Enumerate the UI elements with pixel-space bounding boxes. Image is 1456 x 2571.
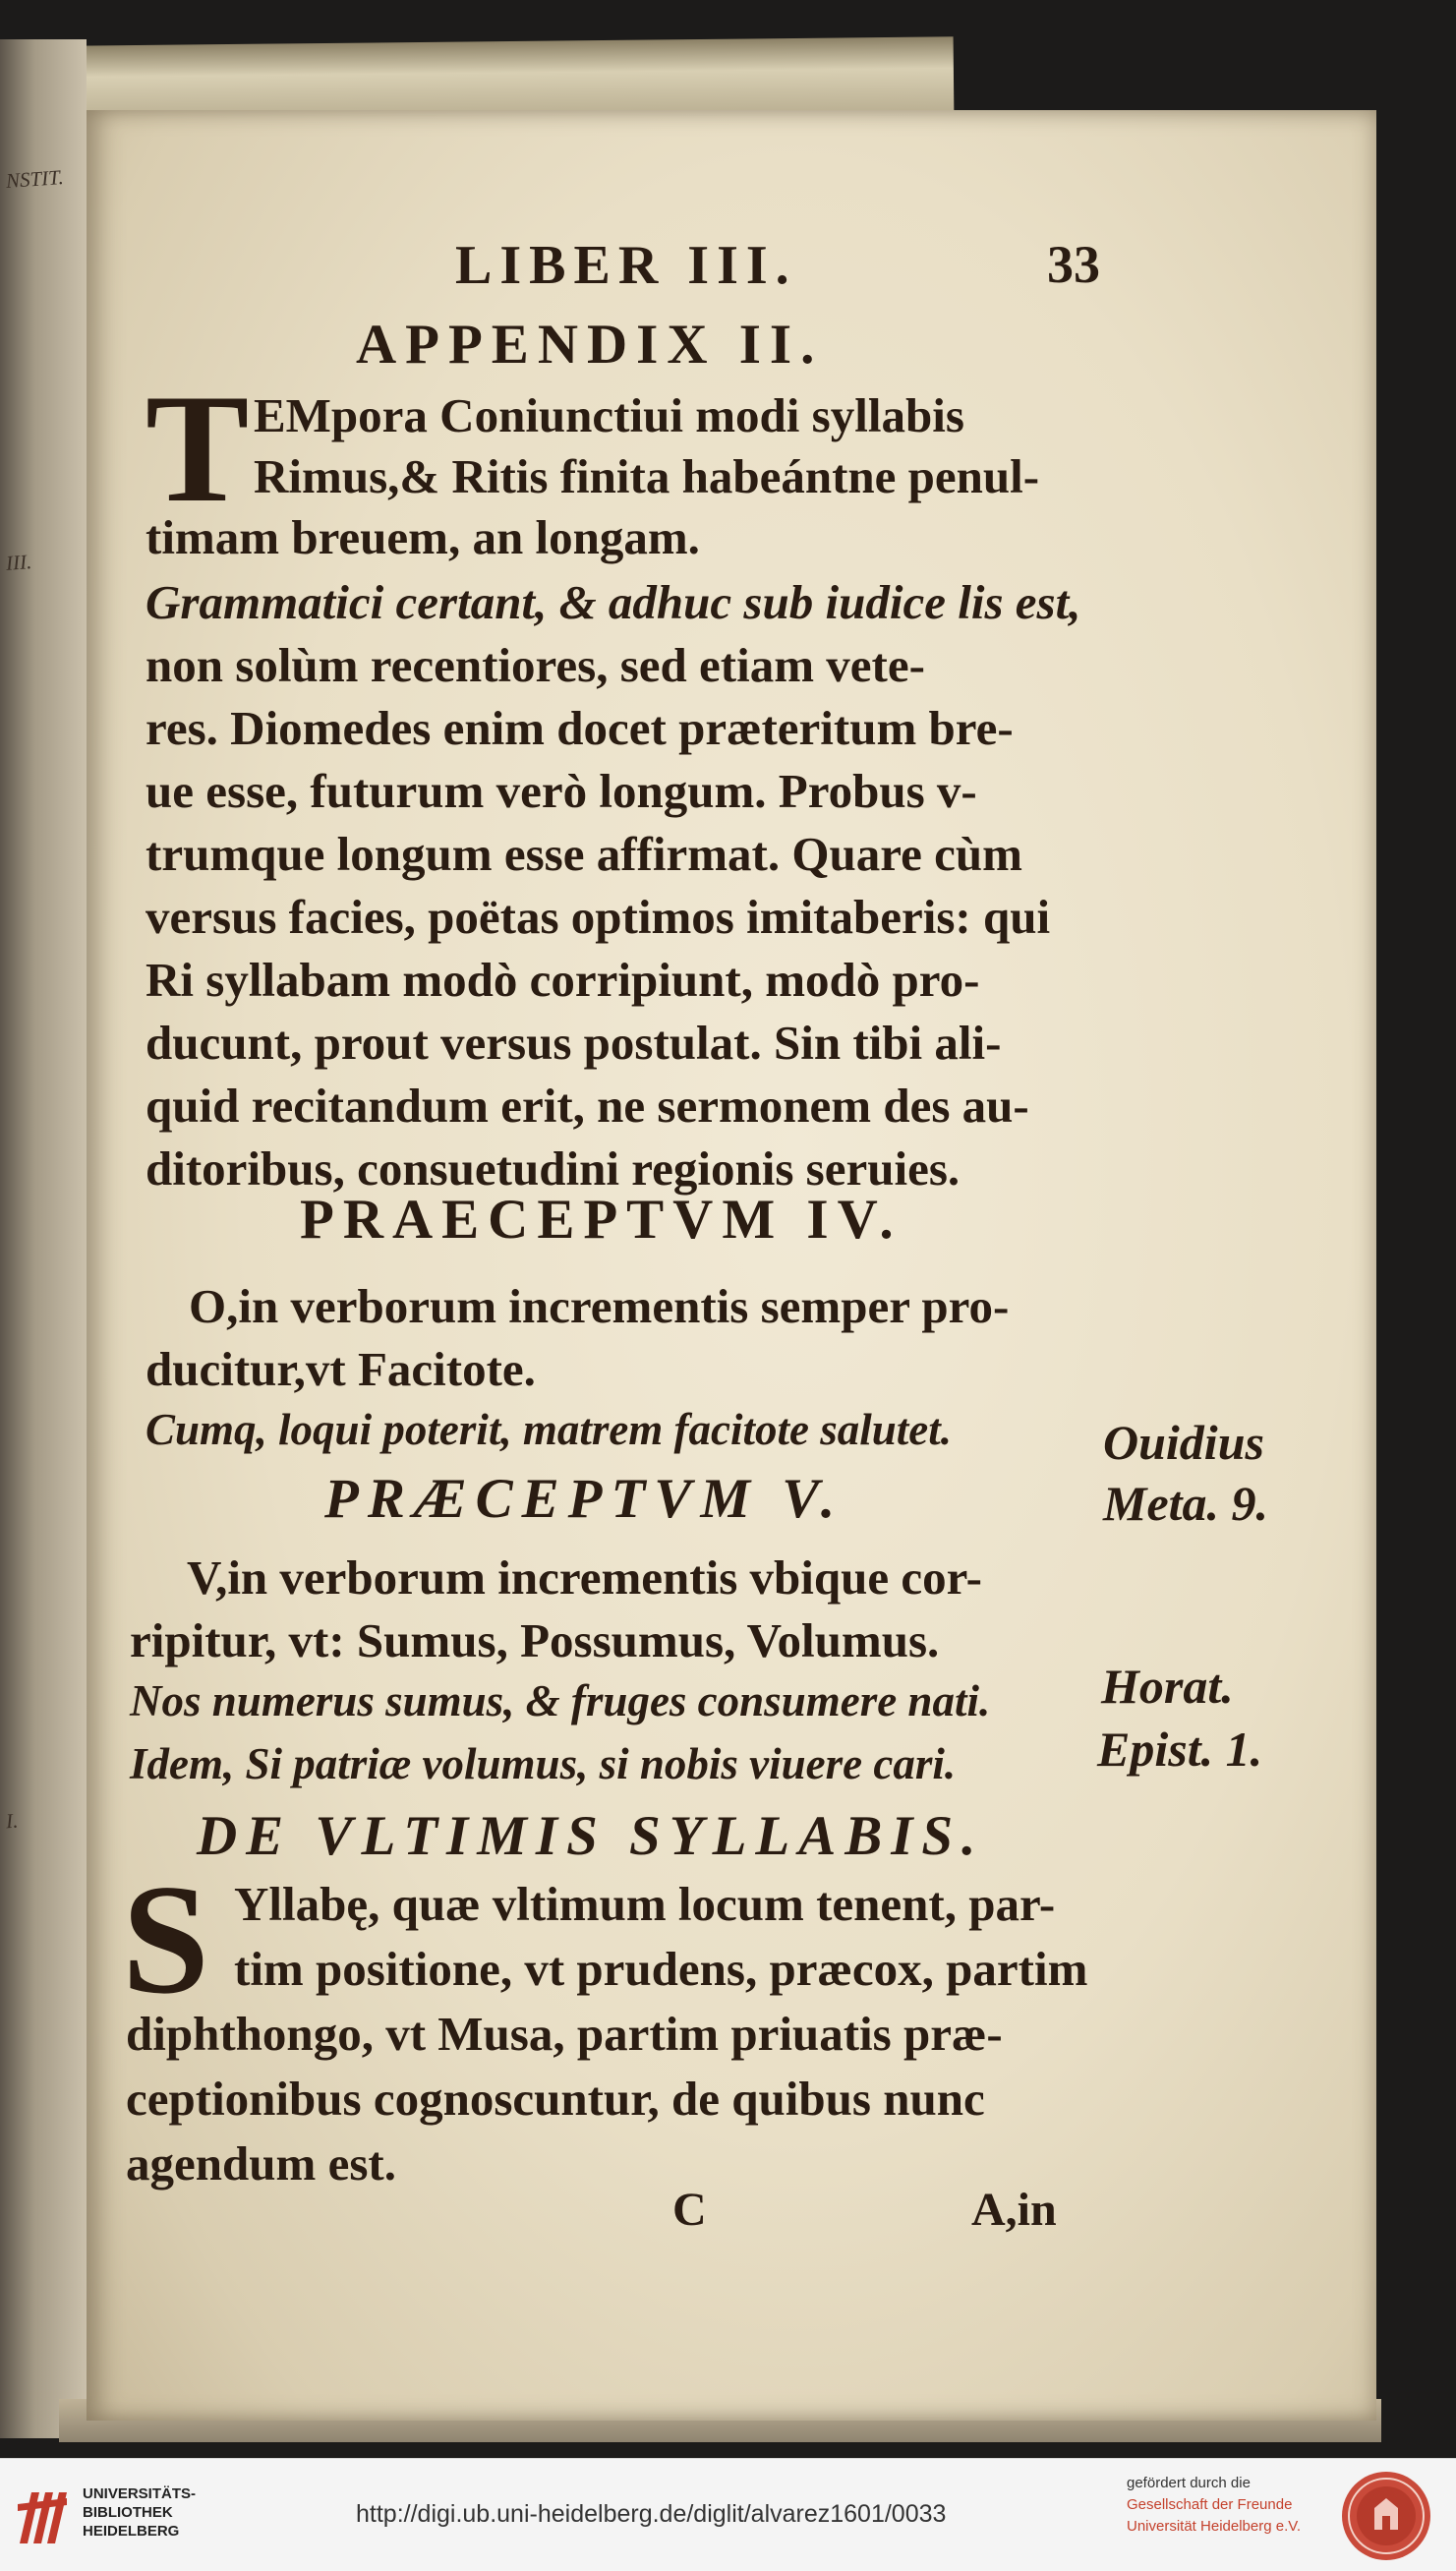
praeceptum-v-heading: PRÆCEPTVM V.	[324, 1468, 844, 1530]
sponsor-credit	[1127, 2473, 1301, 2538]
footer-bar	[0, 2458, 1456, 2571]
text-line: ducunt, prout versus postulat. Sin tibi ali-	[146, 1016, 1002, 1070]
quotation-line: Grammatici certant, & adhuc sub iudice lis est,	[146, 575, 1081, 629]
appendix-heading: APPENDIX II.	[356, 314, 824, 376]
text-line: Rimus,& Ritis finita habeántne penul-	[254, 449, 1040, 503]
text-line: ducitur,vt Facitote.	[146, 1342, 536, 1396]
facing-page-fragment: III.	[5, 550, 33, 575]
text-line: Yllabę, quæ vltimum locum tenent, par-	[234, 1877, 1056, 1931]
text-line: timam breuem, an longam.	[146, 510, 700, 564]
drop-capital: T	[146, 363, 250, 535]
signature-mark: C	[672, 2184, 707, 2236]
quotation-line: Idem, Si patriæ volumus, si nobis viuere cari.	[130, 1739, 957, 1788]
text-line: ripitur, vt: Sumus, Possumus, Volumus.	[130, 1613, 940, 1667]
margin-citation: Ouidius	[1103, 1415, 1264, 1470]
text-line: ue esse, futurum verò longum. Probus v-	[146, 764, 977, 818]
university-seal-icon[interactable]	[1339, 2469, 1433, 2563]
margin-citation: Epist. 1.	[1097, 1722, 1263, 1777]
text-line: res. Diomedes enim docet præteritum bre-	[146, 701, 1014, 755]
margin-citation: Meta. 9.	[1103, 1476, 1269, 1531]
sponsor-name-line: Gesellschaft der Freunde	[1127, 2496, 1293, 2513]
library-name	[83, 2484, 196, 2541]
drop-capital: S	[122, 1851, 209, 2026]
praeceptum-iv-heading: PRAECEPTVM IV.	[300, 1189, 903, 1251]
text-line: quid recitandum erit, ne sermonem des au-	[146, 1079, 1029, 1133]
text-line: non solùm recentiores, sed etiam vete-	[146, 638, 925, 692]
text-line: EMpora Coniunctiui modi syllabis	[254, 388, 964, 442]
text-line: agendum est.	[126, 2136, 396, 2191]
de-ultimis-heading: DE VLTIMIS SYLLABIS.	[197, 1805, 985, 1867]
facing-page-fragment: NSTIT.	[5, 164, 65, 194]
library-name-line: BIBLIOTHEK	[83, 2504, 173, 2521]
text-line: tim positione, vt prudens, præcox, partim	[234, 1942, 1088, 1996]
library-name-line: HEIDELBERG	[83, 2523, 180, 2540]
ub-heidelberg-logo-icon[interactable]	[14, 2479, 71, 2549]
text-line: versus facies, poëtas optimos imitaberis: qui	[146, 890, 1051, 944]
library-name-line: UNIVERSITÄTS-	[83, 2485, 197, 2502]
permalink-url[interactable]: http://digi.ub.uni-heidelberg.de/diglit/alvarez1601/0033	[356, 2500, 947, 2528]
quotation-line: Nos numerus sumus, & fruges consumere nati.	[130, 1676, 991, 1725]
text-line: ceptionibus cognoscuntur, de quibus nunc	[126, 2072, 985, 2126]
running-head: LIBER III.	[455, 235, 797, 296]
sponsor-intro: gefördert durch die	[1127, 2475, 1251, 2491]
text-line: trumque longum esse affirmat. Quare cùm	[146, 827, 1022, 881]
text-line: ditoribus, consuetudini regionis seruies.	[146, 1141, 961, 1196]
sponsor-name-line: Universität Heidelberg e.V.	[1127, 2518, 1302, 2535]
text-line: diphthongo, vt Musa, partim priuatis præ-	[126, 2007, 1003, 2061]
text-line: Ri syllabam modò corripiunt, modò pro-	[146, 953, 980, 1007]
margin-citation: Horat.	[1101, 1659, 1234, 1714]
facing-page-edge	[0, 39, 87, 2438]
quotation-line: Cumq, loqui poterit, matrem facitote salutet.	[146, 1405, 953, 1454]
facing-page-fragment: I.	[5, 1808, 20, 1834]
text-line: V,in verborum incrementis vbique cor-	[187, 1550, 982, 1605]
page-number: 33	[1047, 235, 1100, 294]
text-line: O,in verborum incrementis semper pro-	[189, 1279, 1010, 1333]
catchword: A,in	[971, 2184, 1057, 2236]
